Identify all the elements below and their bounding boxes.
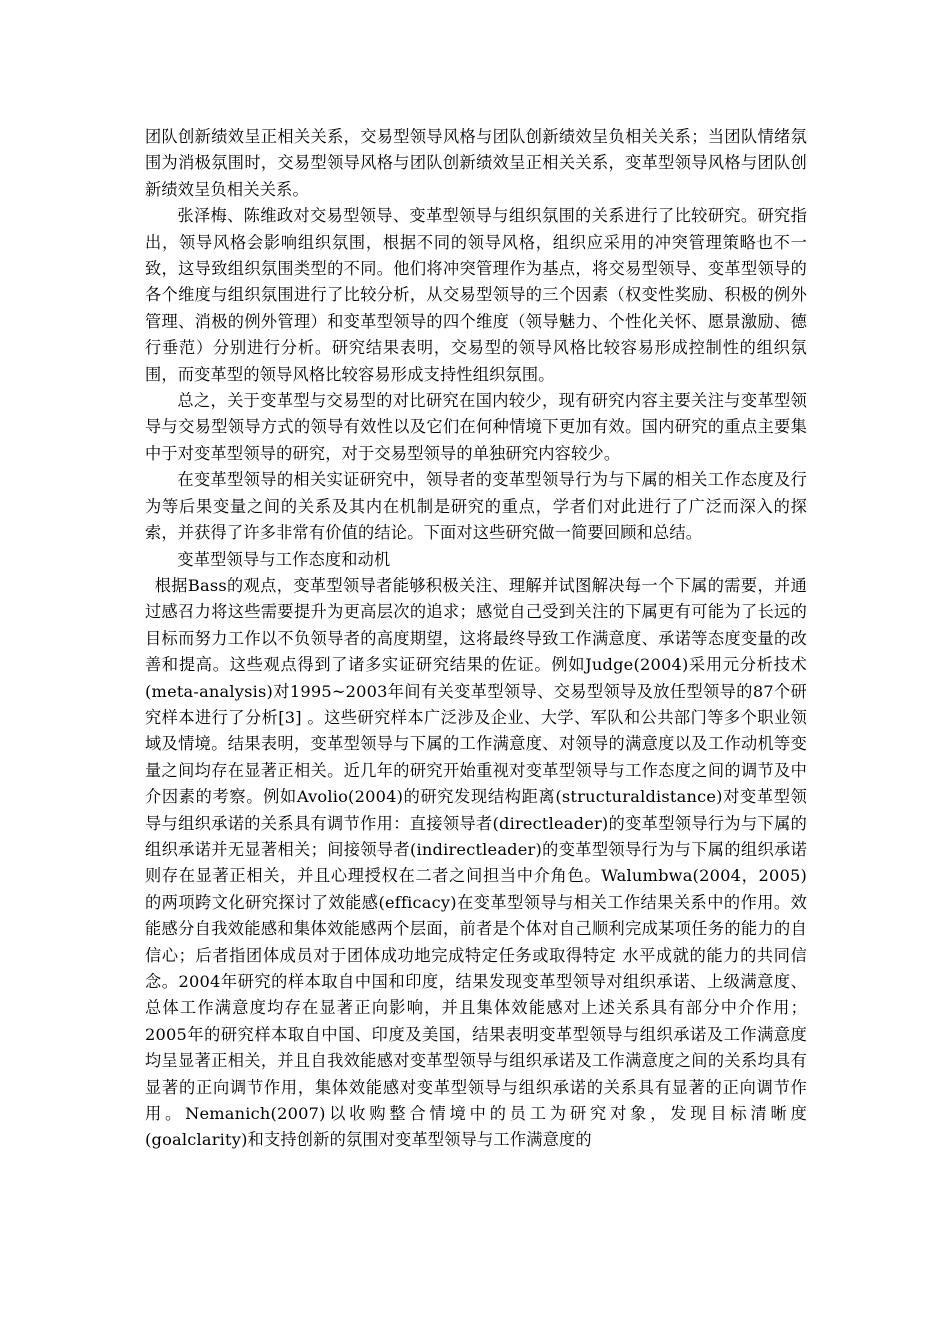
section-heading: 变革型领导与工作态度和动机 bbox=[177, 549, 391, 569]
paragraph-2: 张泽梅、陈维政对交易型领导、变革型领导与组织氛围的关系进行了比较研究。研究指出，领导风格会影响组织氛围，根据不同的领导风格，组织应采用的冲突管理策略也不一致，这导致组织氛围类型的不同。他们将冲突管理作为基点，将交易型领导、变革型领导的各个维度与组织氛围进行了比较分析，从交易型领导的三个因素（权变性奖励、积极的例外管理、消极的例外管理）和变革型领导的四个维度（领导魅力、个性化关怀、愿景激励、德行垂范）分别进行分析。研究结果表明，交易型的领导风格比较容易形成控制性的组织氛围，而变革型的领导风格比较容易形成支持性组织氛围。 bbox=[145, 206, 807, 384]
paragraph-1: 团队创新绩效呈正相关关系，交易型领导风格与团队创新绩效呈负相关关系；当团队情绪氛围为消极氛围时，交易型领导风格与团队创新绩效呈正相关关系，变革型领导风格与团队创新绩效呈负相关关系。 bbox=[145, 127, 807, 199]
paragraph-4: 在变革型领导的相关实证研究中，领导者的变革型领导行为与下属的相关工作态度及行为等后果变量之间的关系及其内在机制是研究的重点，学者们对此进行了广泛而深入的探索，并获得了许多非常有价值的结论。下面对这些研究做一简要回顾和总结。 bbox=[145, 470, 807, 543]
document-body bbox=[145, 124, 807, 1154]
paragraph-5: 根据Bass的观点，变革型领导者能够积极关注、理解并试图解决每一个下属的需要，并通过感召力将这些需要提升为更高层次的追求；感觉自己受到关注的下属更有可能为了长远的目标而努力工作以不负领导者的高度期望，这将最终导致工作满意度、承诺等态度变量的改善和提高。这些观点得到了诸多实证研究结果的佐证。例如Judge(2004)采用元分析技术(meta-analysis)对1995~2003年间有关变革型领导、交易型领导及放任型领导的87个研究样本进行了分析[3] 。这些研究样本广泛涉及企业、大学、军队和公共部门等多个职业领域及情境。结果表明，变革型领导与下属的工作满意度、对领导的满意度以及工作动机等变量之间均存在显著正相关。近几年的研究开始重视对变革型领导与工作态度之间的调节及中介因素的考察。例如Avolio(2004)的研究发现结构距离(structuraldistance)对变革型领导与组织承诺的关系具有调节作用：直接领导者(directleader)的变革型领导行为与下属的组织承诺并无显著相关；间接领导者(indirectleader)的变革型领导行为与下属的组织承诺则存在显著正相关，并且心理授权在二者之间担当中介角色。Walumbwa(2004，2005)的两项跨文化研究探讨了效能感(efficacy)在变革型领导与相关工作结果关系中的作用。效能感分自我效能感和集体效能感两个层面，前者是个体对自己顺利完成某项任务的能力的自信心；后者指团体成员对于团体成功地完成特定任务或取得特定 水平成就的能力的共同信念。2004年研究的样本取自中国和印度，结果发现变革型领导对组织承诺、上级满意度、总体工作满意度均存在显著正向影响，并且集体效能感对上述关系具有部分中介作用；2005年的研究样本取自中国、印度及美国，结果表明变革型领导与组织承诺及工作满意度均呈显著正相关，并且自我效能感对变革型领导与组织承诺及工作满意度之间的关系均具有显著的正向调节作用，集体效能感对变革型领导与组织承诺的关系具有显著的正向调节作用。Nemanich(2007)以收购整合情境中的员工为研究对象，发现目标清晰度(goalclarity)和支持创新的氛围对变革型领导与工作满意度的 bbox=[145, 575, 807, 1150]
paragraph-3: 总之，关于变革型与交易型的对比研究在国内较少，现有研究内容主要关注与变革型领导与交易型领导方式的领导有效性以及它们在何种情境下更加有效。国内研究的重点主要集中于对变革型领导的研究，对于交易型领导的单独研究内容较少。 bbox=[145, 391, 807, 463]
